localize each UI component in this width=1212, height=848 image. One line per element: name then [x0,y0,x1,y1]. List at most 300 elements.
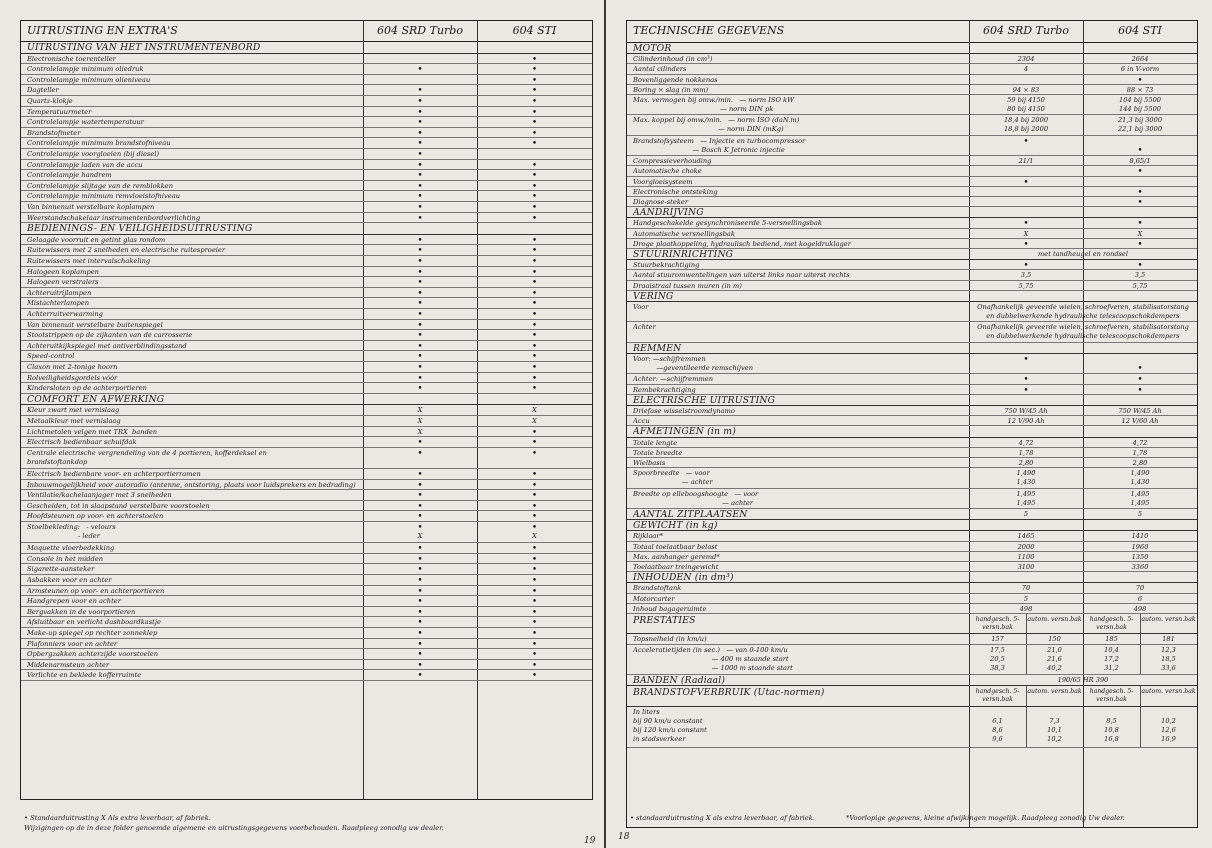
row-label: Inbouwmogelijkheid voor autoradio (antenne, ontstoring, plaats voor luidsprekers en bedrading) [27,480,356,489]
table-row [21,191,592,202]
performance-value: 8,5 [1106,716,1117,725]
value-sti-line2: 1,430 [1130,478,1150,487]
performance-value: 12,3 [1161,645,1176,654]
row-label: Diagnose-steker [633,198,689,206]
value-srd-turbo: • [417,213,423,224]
performance-value: 181 [1162,635,1175,644]
value-sti: • [531,597,538,608]
row-label: Controlelampje voorgloeien (bij diesel) [27,150,160,158]
value-sti: • [1137,385,1143,396]
table-row [21,351,592,362]
row-label: Stootstrippen op de zijkanten van de carrosserie [27,331,193,340]
value-srd-turbo: • [1023,261,1029,272]
row-label: Kleur zwart met vernislaag [27,406,120,415]
value-sti: 1,78 [1132,448,1148,457]
value-srd-turbo: • [417,544,423,555]
value-sti: • [531,607,538,618]
performance-value: 10,2 [1047,734,1062,743]
legend-left: • Standaarduitrusting X Als extra leverbaar, af fabriek. [24,814,211,822]
value-srd-turbo: • [417,86,423,97]
value-sti: • [531,671,538,682]
row-label: Electronische ontsteking [633,187,718,196]
page-number-right: 18 [618,832,630,842]
subcolumn-divider [1140,686,1141,705]
row-label: Brandstofmeter [27,128,81,137]
row-label-line: brandstoftankdop [27,457,88,466]
row-label: Max. aanhanger geremd* [633,552,720,561]
table-row [21,64,592,75]
performance-value: 6,1 [992,716,1003,725]
performance-value: 10,1 [1047,725,1062,734]
value-srd-turbo: 4,72 [1018,438,1034,447]
table-row [21,405,592,416]
merged-value-line2: en dubbelwerkende hydraulische telescoopschokdempers [986,332,1180,341]
row-label: Weerstandschakelaar instrumentenbordverlichting [27,213,201,222]
value-srd-turbo: • [417,523,423,533]
value-sti: • [531,246,538,257]
value-srd-turbo: • [417,181,423,192]
value-sti: • [531,181,538,192]
row-label: Max. vermogen bij omw./min. — norm ISO kW [633,96,794,104]
table-row [21,117,592,128]
table-row [627,707,1197,748]
row-label: Ruitewissers met intervalschakeling [27,257,151,265]
table-row [627,270,1197,280]
value-srd-turbo: • [417,235,423,246]
subcolumn-divider [1026,614,1027,633]
value-sti: 8,65/1 [1129,157,1151,166]
section-row [627,520,1197,531]
table-row [21,245,592,256]
table-row [627,322,1197,342]
row-label: Motorcarter [633,594,675,603]
row-label: Max. koppel bij omw./min. — norm ISO (daN.m) [633,116,800,125]
value-srd-turbo: • [417,341,423,352]
table-row [627,197,1197,207]
row-label: Plafonniers voor en achter [27,639,118,648]
table-row [21,309,592,320]
value-sti: • [1137,239,1143,250]
row-label: Ventilatie/kachelaanjager met 3 snelheden [27,491,172,500]
table-row [21,427,592,438]
table-row [21,277,592,288]
table-row [21,575,592,586]
row-label: Driefase wisselstroomdynamo [633,407,735,415]
row-label: Voor: —schijfremmen [633,355,706,363]
row-label: Brandstofsysteem — Injectie en turbocompressor [633,136,806,145]
row-label: INHOUDEN (in dm³) [633,572,734,584]
value-sti: • [531,213,538,224]
row-label: Aantal stuuromwentelingen van uiterst links naar uiterst rechts [633,271,850,280]
table-row [21,235,592,246]
table-row [627,260,1197,270]
value-srd-turbo: 5 [1023,510,1029,518]
performance-value: 10,8 [1104,725,1119,734]
table-row [21,85,592,96]
subcolumn-header: autom. versn.bak [1141,616,1196,623]
performance-value: 18,5 [1161,654,1176,663]
row-label: VERING [633,290,674,302]
table-row [627,552,1197,562]
section-row [627,675,1197,686]
row-label: Rijklaar* [633,532,663,541]
table-row [21,320,592,331]
row-label: Boring × slag (in mm) [633,85,709,94]
value-sti: • [531,257,538,267]
value-sti: • [531,650,538,661]
table-row [21,501,592,512]
row-label: Controlelampje minimum olieniveau [27,75,151,84]
value-sti: • [531,86,538,97]
row-label: Gescheiden, tot in slaapstand verstelbare voorstoelen [27,501,210,510]
value-srd-turbo: • [417,118,423,129]
table-row [21,267,592,278]
value-srd-turbo: • [417,192,423,203]
value-sti: 2664 [1131,55,1149,64]
table-row [21,660,592,671]
value-srd-turbo-line2: X [417,532,423,540]
section-row [21,223,592,235]
row-label: Wielbasis [633,459,666,467]
value-sti: • [1137,198,1143,208]
row-label: Kindersloten op de achterportieren [27,384,147,393]
row-label-line: — 400 m staande start [633,654,789,663]
row-label: Centrale electrische vergrendeling van de 4 portieren, kofferdeksel en [27,448,267,457]
value-srd-turbo: • [417,288,423,299]
value-srd-turbo: 94 × 83 [1012,85,1040,94]
row-label: Console in het midden [27,554,104,563]
value-sti: • [531,128,538,139]
row-label: PRESTATIES [633,615,696,626]
value-sti: 1960 [1131,542,1149,551]
table-row [627,385,1197,395]
section-row [627,395,1197,406]
value-sti: 1,490 [1130,469,1150,478]
subcolumn-header: handgesch. 5-versn.bak [1089,688,1134,703]
merged-value: met tandheugel en rondsel [1038,250,1128,258]
value-sti: 2,80 [1132,459,1148,467]
table-title: UITRUSTING EN EXTRA'S [27,23,178,37]
row-label: Controlelampje slijtage van de remblokken [27,181,174,190]
value-sti: • [531,97,538,107]
table-row [21,202,592,213]
row-label: Draaistraal tussen muren (in m) [633,281,742,290]
table-row [21,554,592,565]
table-row [627,583,1197,593]
table-row [21,480,592,491]
table-row [21,448,592,469]
value-sti: • [531,192,538,203]
section-row [627,43,1197,54]
row-label: Rolveiligheidsgordels vóór [27,373,118,382]
value-sti: 88 × 73 [1126,85,1154,94]
value-sti-line2: • [1137,364,1143,374]
value-sti: • [531,299,538,310]
table-row [21,288,592,299]
table-row [627,562,1197,572]
value-srd-turbo: • [417,171,423,182]
table-row [627,354,1197,374]
value-srd-turbo: • [417,671,423,682]
value-srd-turbo-line2: 18,8 bij 2000 [1003,125,1049,134]
row-label: In liters [633,707,660,716]
merged-value: Onafhankelijk geveerde wielen, schroefveren, stabilisatorstang [977,323,1189,332]
row-label: Halogeen verstralers [27,278,99,287]
value-srd-turbo: • [417,160,423,171]
value-srd-turbo: • [417,246,423,257]
table-row [21,213,592,224]
row-label: Controlelampje minimum brandstofniveau [27,139,171,148]
value-srd-turbo: • [417,107,423,118]
performance-value: 20,5 [990,654,1005,663]
value-srd-turbo: • [417,139,423,150]
value-srd-turbo: • [417,320,423,331]
value-sti: • [531,139,538,150]
section-row [627,509,1197,520]
row-label: AANTAL ZITPLAATSEN [633,509,748,520]
table-row [627,594,1197,604]
performance-value: 12,6 [1161,725,1176,734]
subcolumn-header: handgesch. 5-versn.bak [975,616,1020,631]
subcolumn-divider [1140,634,1141,643]
row-label: Afsluitbaar en verlicht dashboardkastje [27,618,161,627]
section-row [627,572,1197,583]
table-row [627,187,1197,197]
value-srd-turbo: 1100 [1017,552,1035,561]
page-left [0,0,604,848]
value-srd-turbo: • [417,597,423,608]
table-row [627,542,1197,552]
value-sti: • [531,235,538,246]
section-row [21,394,592,406]
value-srd-turbo: 59 bij 4150 [1007,96,1045,104]
table-row [627,302,1197,322]
value-srd-turbo: 3,5 [1020,271,1032,280]
table-row [627,156,1197,166]
row-label: Van binnenuit verstelbare buitenspiegel [27,320,163,329]
value-srd-turbo: • [417,128,423,139]
row-label: Compressieverhouding [633,157,712,166]
value-srd-turbo: • [417,629,423,639]
value-srd-turbo: • [417,501,423,512]
table-row [21,170,592,181]
value-sti: X [532,417,537,425]
value-srd-turbo: 1,78 [1018,448,1034,457]
table-row [627,95,1197,115]
value-sti: • [531,54,538,65]
value-sti: • [531,565,538,576]
value-srd-turbo: • [417,278,423,289]
table-row [21,469,592,480]
table-row [21,437,592,448]
row-label: Stoelbekleding: - velours [27,523,116,531]
table-row [627,604,1197,614]
row-label-line: bij 90 km/u constant [633,716,703,725]
row-label: Hoofdsteunen op voor- en achterstoelen [27,512,164,521]
performance-value: 21,0 [1047,645,1062,654]
table-row [627,85,1197,95]
value-srd-turbo: 3100 [1017,563,1035,571]
value-sti: • [531,618,538,629]
table-row [627,645,1197,676]
table-row [21,160,592,171]
row-label: Handgeschakelde gesynchroniseerde 5-versnellingsbak [633,219,822,228]
row-label: Breedte op elleboogshoogte — voor [633,489,759,498]
value-srd-turbo: • [1023,177,1029,188]
row-label-line: in stadsverkeer [633,734,686,743]
row-label: Spoorbreedte — voor [633,469,710,478]
value-srd-turbo: • [1023,239,1029,250]
table-row [21,330,592,341]
table-row [627,54,1197,64]
value-srd-turbo: 5,75 [1018,281,1034,290]
value-srd-turbo: • [417,480,423,491]
subcolumn-divider [1140,707,1141,747]
value-srd-turbo: • [417,331,423,342]
row-label: GEWICHT (in kg) [633,520,718,532]
value-srd-turbo-line2: 80 bij 4150 [1007,105,1045,113]
table-row [21,373,592,384]
value-sti: • [531,278,538,289]
value-srd-turbo: 12 V/90 Ah [1007,417,1045,426]
table-row [21,383,592,394]
value-srd-turbo: • [417,639,423,650]
row-label: Dagteller [27,86,59,95]
row-label: Stuurbekrachtiging [633,261,700,270]
row-label-line: — 1000 m staande start [633,663,793,672]
section-row [627,343,1197,354]
value-sti: X [1137,229,1143,238]
value-srd-turbo: 2,80 [1018,459,1034,467]
table-row [21,138,592,149]
value-srd-turbo: • [417,310,423,320]
row-label: Electrisch bedienbaar schuifdak [27,438,137,447]
value-sti: • [531,470,538,480]
value-srd-turbo: • [417,65,423,76]
value-srd-turbo: • [417,554,423,565]
table-row [21,511,592,522]
value-srd-turbo: • [417,565,423,576]
row-label: Achter: —schijfremmen [633,375,714,384]
row-label: UITRUSTING VAN HET INSTRUMENTENBORD [27,42,261,53]
row-label: Inhoud bagageruimte [633,604,707,613]
value-sti: • [531,107,538,118]
row-label-line: — norm DIN (mKg) [633,125,784,134]
value-sti-line2: 22,1 bij 3000 [1117,125,1163,134]
row-label: Controlelampje watertemperatuur [27,118,144,127]
value-sti: • [531,427,538,438]
table-row [21,362,592,373]
table-row [21,596,592,607]
table-row [21,670,592,681]
table-row [21,543,592,554]
row-label: Acceleratietijden (in sec.) — van 0-100 km/u [633,645,788,654]
row-label: Gelaagde voorruit en getint glas rondom [27,235,166,244]
table-row [627,448,1197,458]
table-row [627,75,1197,85]
performance-value: 7,3 [1049,716,1060,725]
value-sti: • [531,65,538,76]
row-label: REMMEN [633,342,682,354]
value-sti-line2: X [532,532,537,540]
row-label: Van binnenuit verstelbare koplampen [27,203,155,211]
value-srd-turbo: • [417,650,423,661]
section-row [627,426,1197,437]
subcolumn-divider [1140,645,1141,675]
value-srd-turbo: • [417,660,423,671]
table-row [627,468,1197,488]
subcolumn-divider [1026,634,1027,643]
section-row [627,614,1197,634]
value-sti: • [531,320,538,331]
subcolumn-header: handgesch. 5-versn.bak [1089,616,1134,631]
merged-value: 190/65 HR 390 [1057,676,1109,685]
row-label: Asbakken voor en achter [27,576,112,584]
disclaimer-right: *Voorlopige gegevens, kleine afwijkingen mogelijk. Raadpleeg zonodig Uw dealer. [846,814,1125,822]
value-srd-turbo: 18,4 bij 2000 [1003,116,1049,125]
value-sti: • [531,363,538,373]
subcolumn-header: autom. versn.bak [1027,616,1082,623]
value-sti: • [531,118,538,129]
table-row [21,649,592,660]
value-sti: • [1137,219,1143,230]
table-row [21,149,592,160]
value-sti: 1410 [1131,532,1149,541]
subcolumn-divider [1026,686,1027,705]
value-srd-turbo: • [417,363,423,373]
value-srd-turbo: 1,495 [1016,489,1036,498]
row-label: Moquette vloerbedekking [27,544,115,553]
row-label: Droge plaatkoppeling, hydraulisch bediend, met kogeldruklager [633,239,851,248]
row-label: Bergvakken in de voorportieren [27,607,136,616]
value-srd-turbo: X [417,427,423,436]
value-srd-turbo: • [417,576,423,586]
table-row [627,281,1197,291]
subcolumn-divider [1026,707,1027,747]
value-srd-turbo: • [417,491,423,502]
value-sti-line2: 1,495 [1130,498,1150,507]
value-srd-turbo: 1,490 [1016,469,1036,478]
value-sti: X [532,406,537,415]
performance-value: 16,8 [1104,734,1119,743]
disclaimer-left: Wijzigingen op de in deze folder genoemde algemene en uitrustingsgegevens voorbehouden. Raadpleeg zonodig uw dealer. [24,824,444,832]
value-sti: • [531,586,538,597]
table-row [21,607,592,618]
row-label: Controlelampje handrem [27,171,112,180]
value-srd-turbo: • [417,373,423,384]
performance-value: 9,6 [992,734,1003,743]
row-label: Verlichte en beklede kofferruimte [27,671,142,680]
value-sti: 104 bij 5500 [1119,96,1161,104]
value-sti: • [531,448,538,459]
legend-right: • standaarduitrusting X als extra leverbaar, af fabriek. [630,814,815,822]
performance-value: 185 [1105,635,1118,644]
table-row [21,341,592,352]
value-sti: • [531,544,538,555]
table-row [21,54,592,65]
row-label: Automatische choke [633,167,702,176]
value-sti: • [531,639,538,650]
subcolumn-header: autom. versn.bak [1027,688,1082,696]
value-sti: 3360 [1131,563,1149,571]
technical-table [626,20,1198,828]
value-sti: • [1137,75,1143,86]
value-sti: 3,5 [1134,271,1146,280]
value-sti: • [531,267,538,278]
section-row [21,42,592,54]
column-header-sti: 604 STI [1118,24,1162,37]
performance-value: 17,5 [990,645,1005,654]
